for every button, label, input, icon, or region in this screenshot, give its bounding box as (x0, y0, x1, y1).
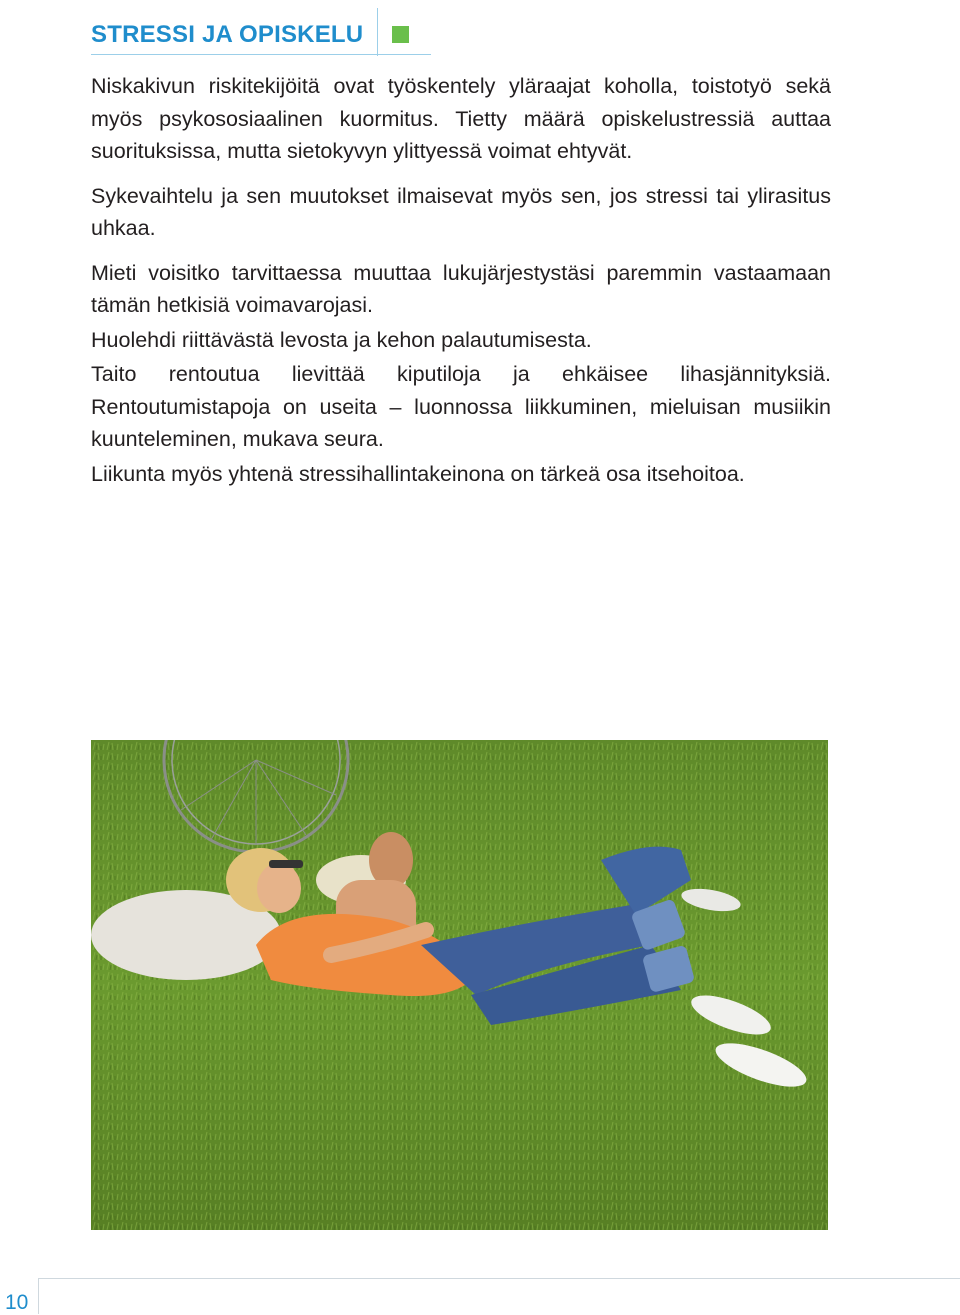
footer-rule (38, 1278, 960, 1279)
footer-vertical-rule (38, 1278, 39, 1314)
header-horizontal-rule (91, 54, 431, 55)
body-text (91, 70, 831, 502)
header-vertical-rule (377, 8, 378, 56)
paragraph-relaxation: Taito rentoutua lievittää kiputiloja ja ehkäisee lihasjännityksiä. Rentoutumistapoja on useita – luonnossa liikkuminen, mieluisan musiikin kuunteleminen, mukava seura. (91, 362, 831, 451)
paragraph-timetable: Mieti voisitko tarvittaessa muuttaa lukujärjestystäsi paremmin vastaamaan tämän hetkisiä voimavarojasi. (91, 260, 831, 317)
paragraph-rest: Huolehdi riittävästä levosta ja kehon palautumisesta. (91, 327, 592, 352)
paragraph-exercise: Liikunta myös yhtenä stressihallintakeinona on tärkeä osa itsehoitoa. (91, 461, 745, 486)
paragraph-heart-rate: Sykevaihtelu ja sen muutokset ilmaisevat myös sen, jos stressi tai ylirasitus uhkaa. (91, 183, 831, 240)
green-square-icon (392, 26, 409, 43)
paragraph-neck-pain: Niskakivun riskitekijöitä ovat työskentely yläraajat koholla, toistotyö sekä myös psykososiaalinen kuormitus. Tietty määrä opiskelustressiä auttaa suorituksissa, mutta sietokyvyn ylittyessä voimat ehtyvät. (91, 74, 831, 163)
photo-couple-resting-on-grass (91, 740, 828, 1230)
page-number: 10 (5, 1291, 29, 1314)
section-title: STRESSI JA OPISKELU (91, 21, 364, 48)
page-header (0, 0, 960, 60)
